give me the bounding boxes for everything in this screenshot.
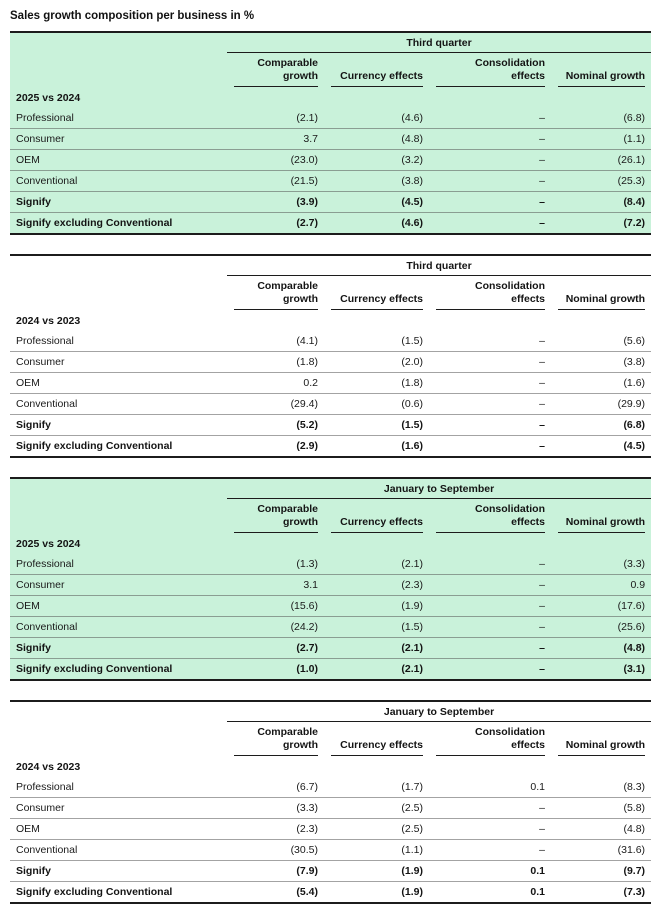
cell-nominal-growth: (26.1) (551, 150, 651, 171)
row-label: Professional (16, 111, 74, 124)
table-row-conventional (10, 840, 651, 861)
row-label: Signify (10, 415, 227, 436)
cell-comparable-growth: (24.2) (227, 617, 324, 638)
cell-comparable-growth: (5.4) (227, 882, 324, 904)
cell-currency-effects: (3.8) (324, 171, 429, 192)
column-header-currency-effects: Currency effects (324, 276, 429, 311)
cell-consolidation-effects: – (429, 213, 551, 235)
cell-nominal-growth: (6.8) (623, 111, 646, 124)
column-header-consolidation-effects: Consolidation effects (429, 722, 551, 757)
cell-consolidation-effects: 0.1 (429, 882, 551, 904)
cell-currency-effects: (1.6) (324, 436, 429, 458)
cell-currency-effects: (2.5) (324, 819, 429, 840)
cell-nominal-growth: (3.3) (623, 557, 646, 570)
column-header-consolidation-effects: Consolidation effects (429, 499, 551, 534)
cell-consolidation-effects: – (539, 334, 545, 347)
row-label: Signify (10, 192, 227, 213)
table-row-conventional (10, 617, 651, 638)
cell-currency-effects: (2.0) (324, 352, 429, 373)
cell-consolidation-effects: – (429, 436, 551, 458)
cell-consolidation-effects: – (429, 171, 551, 192)
period-header: Third quarter (227, 32, 651, 53)
table-row-signify-excluding-conventional (10, 213, 651, 235)
comparison-label: 2024 vs 2023 (16, 761, 81, 773)
period-header: Third quarter (227, 255, 651, 276)
comparison-label: 2024 vs 2023 (16, 315, 81, 327)
cell-currency-effects: (2.1) (324, 659, 429, 681)
row-label: OEM (10, 150, 227, 171)
period-header: January to September (227, 701, 651, 722)
cell-comparable-growth: (30.5) (227, 840, 324, 861)
cell-nominal-growth: (3.8) (551, 352, 651, 373)
column-header-currency-effects: Currency effects (324, 722, 429, 757)
table-row-conventional (10, 394, 651, 415)
cell-comparable-growth: (6.7) (296, 780, 318, 793)
column-header-consolidation-effects: Consolidation effects (429, 53, 551, 88)
cell-nominal-growth: (5.8) (551, 798, 651, 819)
cell-currency-effects: (0.6) (324, 394, 429, 415)
column-header-comparable-growth: Comparable growth (227, 499, 324, 534)
table-third-quarter-2025-vs-2024 (10, 31, 651, 235)
cell-consolidation-effects: – (429, 129, 551, 150)
spacer-cell (10, 701, 227, 722)
cell-currency-effects: (1.1) (324, 840, 429, 861)
cell-nominal-growth: (1.6) (551, 373, 651, 394)
table-row-professional (10, 331, 651, 352)
table-january-to-september-2024-vs-2023 (10, 700, 651, 904)
table-row-professional (10, 777, 651, 798)
cell-comparable-growth: (29.4) (227, 394, 324, 415)
cell-currency-effects: (4.6) (401, 111, 423, 124)
cell-nominal-growth: (6.8) (551, 415, 651, 436)
cell-currency-effects: (2.5) (324, 798, 429, 819)
spacer-cell (10, 722, 227, 757)
cell-nominal-growth: 0.9 (551, 575, 651, 596)
cell-nominal-growth: (8.3) (623, 780, 646, 793)
cell-currency-effects: (1.5) (401, 334, 423, 347)
cell-nominal-growth: (7.2) (551, 213, 651, 235)
column-header-comparable-growth: Comparable growth (227, 276, 324, 311)
row-label: Consumer (10, 129, 227, 150)
row-label: Conventional (10, 617, 227, 638)
cell-currency-effects: (3.2) (324, 150, 429, 171)
cell-nominal-growth: (29.9) (551, 394, 651, 415)
table-row-consumer (10, 798, 651, 819)
cell-comparable-growth: (2.7) (227, 638, 324, 659)
table-row-signify (10, 192, 651, 213)
cell-currency-effects: (4.6) (324, 213, 429, 235)
cell-comparable-growth: (2.9) (227, 436, 324, 458)
column-header-nominal-growth: Nominal growth (551, 53, 651, 88)
cell-consolidation-effects: – (429, 819, 551, 840)
row-label: Signify excluding Conventional (10, 213, 227, 235)
cell-consolidation-effects: – (429, 575, 551, 596)
table-row-consumer (10, 352, 651, 373)
cell-currency-effects: (1.5) (324, 415, 429, 436)
cell-nominal-growth: (5.6) (623, 334, 646, 347)
cell-nominal-growth: (31.6) (551, 840, 651, 861)
column-header-currency-effects: Currency effects (324, 53, 429, 88)
cell-comparable-growth: (1.0) (227, 659, 324, 681)
cell-nominal-growth: (8.4) (551, 192, 651, 213)
table-row-oem (10, 150, 651, 171)
row-label: Professional (16, 557, 74, 570)
cell-nominal-growth: (25.6) (551, 617, 651, 638)
row-label: Conventional (10, 394, 227, 415)
table-row-consumer (10, 575, 651, 596)
row-label: Conventional (10, 171, 227, 192)
cell-comparable-growth: (2.1) (296, 111, 318, 124)
cell-consolidation-effects: 0.1 (429, 861, 551, 882)
cell-nominal-growth: (4.8) (551, 638, 651, 659)
cell-consolidation-effects: – (429, 415, 551, 436)
spacer-cell (10, 499, 227, 534)
cell-consolidation-effects: – (429, 638, 551, 659)
cell-currency-effects: (1.9) (324, 882, 429, 904)
cell-comparable-growth: (1.3) (296, 557, 318, 570)
cell-currency-effects: (2.1) (401, 557, 423, 570)
column-header-nominal-growth: Nominal growth (551, 499, 651, 534)
cell-consolidation-effects: – (429, 798, 551, 819)
column-header-consolidation-effects: Consolidation effects (429, 276, 551, 311)
spacer-cell (10, 53, 227, 88)
column-header-currency-effects: Currency effects (324, 499, 429, 534)
row-label: Professional (16, 780, 74, 793)
cell-comparable-growth: (15.6) (227, 596, 324, 617)
row-label: Conventional (10, 840, 227, 861)
column-header-nominal-growth: Nominal growth (551, 722, 651, 757)
cell-comparable-growth: (3.9) (227, 192, 324, 213)
table-row-signify-excluding-conventional (10, 882, 651, 904)
table-row-signify-excluding-conventional (10, 436, 651, 458)
cell-currency-effects: (4.5) (324, 192, 429, 213)
row-label: Signify excluding Conventional (10, 882, 227, 904)
cell-currency-effects: (1.9) (324, 861, 429, 882)
cell-comparable-growth: (4.1) (296, 334, 318, 347)
table-row-conventional (10, 171, 651, 192)
cell-currency-effects: (1.8) (324, 373, 429, 394)
spacer-cell (10, 255, 227, 276)
cell-comparable-growth: (1.8) (227, 352, 324, 373)
row-label: Professional (16, 334, 74, 347)
cell-comparable-growth: (23.0) (227, 150, 324, 171)
cell-consolidation-effects: – (429, 617, 551, 638)
cell-currency-effects: (1.9) (324, 596, 429, 617)
row-label: Signify (10, 861, 227, 882)
row-label: Signify excluding Conventional (10, 436, 227, 458)
row-label: OEM (10, 596, 227, 617)
table-row-oem (10, 596, 651, 617)
spacer-cell (10, 32, 227, 53)
row-label: OEM (10, 373, 227, 394)
cell-consolidation-effects: – (429, 150, 551, 171)
cell-consolidation-effects: – (429, 596, 551, 617)
cell-consolidation-effects: – (429, 373, 551, 394)
cell-currency-effects: (4.8) (324, 129, 429, 150)
comparison-label: 2025 vs 2024 (16, 92, 81, 104)
cell-comparable-growth: (3.3) (227, 798, 324, 819)
cell-consolidation-effects: – (429, 840, 551, 861)
cell-comparable-growth: (2.3) (227, 819, 324, 840)
row-label: OEM (10, 819, 227, 840)
comparison-label: 2025 vs 2024 (16, 538, 81, 550)
cell-currency-effects: (2.3) (324, 575, 429, 596)
spacer-cell (10, 478, 227, 499)
cell-consolidation-effects: – (429, 394, 551, 415)
row-label: Consumer (10, 575, 227, 596)
cell-comparable-growth: 3.7 (227, 129, 324, 150)
table-row-oem (10, 373, 651, 394)
cell-comparable-growth: 0.2 (227, 373, 324, 394)
cell-currency-effects: (2.1) (324, 638, 429, 659)
spacer-cell (10, 276, 227, 311)
period-header: January to September (227, 478, 651, 499)
cell-nominal-growth: (17.6) (551, 596, 651, 617)
column-header-comparable-growth: Comparable growth (227, 53, 324, 88)
cell-consolidation-effects: 0.1 (530, 780, 545, 793)
cell-currency-effects: (1.5) (324, 617, 429, 638)
cell-consolidation-effects: – (429, 192, 551, 213)
table-row-signify (10, 638, 651, 659)
cell-comparable-growth: (7.9) (227, 861, 324, 882)
cell-nominal-growth: (1.1) (551, 129, 651, 150)
table-row-professional (10, 554, 651, 575)
cell-nominal-growth: (4.8) (551, 819, 651, 840)
cell-nominal-growth: (7.3) (551, 882, 651, 904)
table-row-oem (10, 819, 651, 840)
table-row-professional (10, 108, 651, 129)
cell-nominal-growth: (9.7) (551, 861, 651, 882)
cell-comparable-growth: 3.1 (227, 575, 324, 596)
cell-nominal-growth: (4.5) (551, 436, 651, 458)
row-label: Consumer (10, 798, 227, 819)
table-row-signify (10, 861, 651, 882)
cell-currency-effects: (1.7) (401, 780, 423, 793)
cell-nominal-growth: (25.3) (551, 171, 651, 192)
cell-consolidation-effects: – (539, 111, 545, 124)
row-label: Signify excluding Conventional (10, 659, 227, 681)
cell-comparable-growth: (5.2) (227, 415, 324, 436)
table-third-quarter-2024-vs-2023 (10, 254, 651, 458)
table-january-to-september-2025-vs-2024 (10, 477, 651, 681)
row-label: Consumer (10, 352, 227, 373)
row-label: Signify (10, 638, 227, 659)
column-header-nominal-growth: Nominal growth (551, 276, 651, 311)
table-row-signify (10, 415, 651, 436)
cell-consolidation-effects: – (429, 352, 551, 373)
cell-comparable-growth: (2.7) (227, 213, 324, 235)
cell-consolidation-effects: – (539, 557, 545, 570)
cell-nominal-growth: (3.1) (551, 659, 651, 681)
page-title: Sales growth composition per business in % (10, 10, 255, 22)
cell-consolidation-effects: – (429, 659, 551, 681)
cell-comparable-growth: (21.5) (227, 171, 324, 192)
table-row-consumer (10, 129, 651, 150)
column-header-comparable-growth: Comparable growth (227, 722, 324, 757)
table-row-signify-excluding-conventional (10, 659, 651, 681)
